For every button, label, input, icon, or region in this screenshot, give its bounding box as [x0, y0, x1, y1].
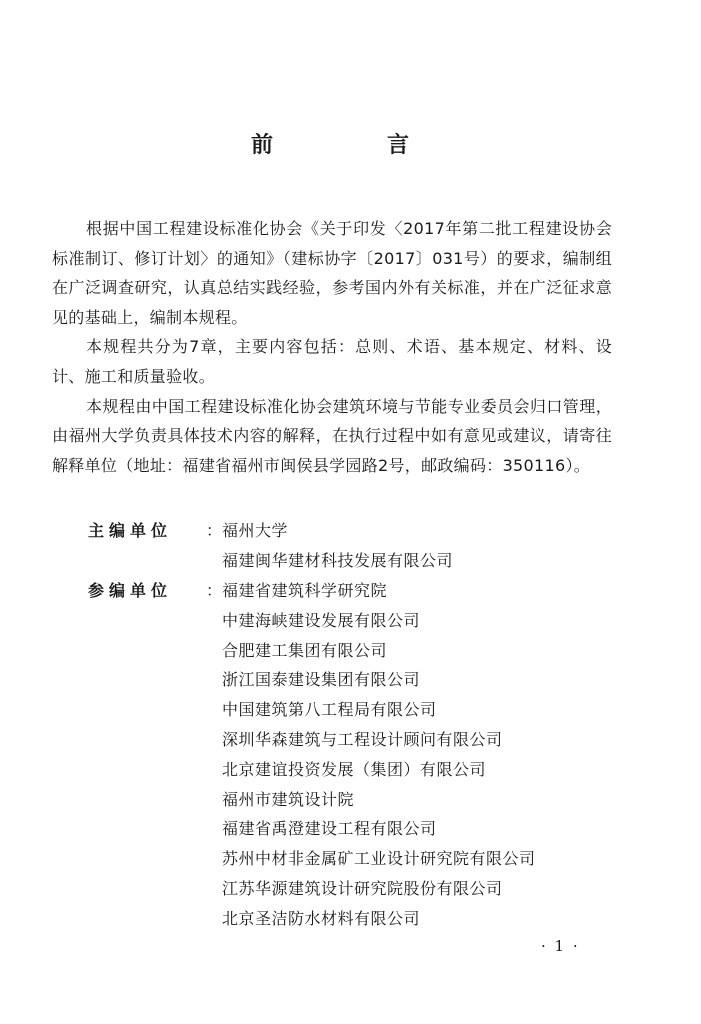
chief-units-colon: ： — [206, 521, 223, 540]
participating-unit-name: 福州市建筑设计院 — [222, 789, 355, 809]
preface-paragraph: 本规程共分为7章，主要内容包括：总则、术语、基本规定、材料、设计、施工和质量验收。 — [52, 337, 612, 386]
participating-units-section — [88, 576, 608, 934]
preface-paragraph: 根据中国工程建设标准化协会《关于印发〈2017年第二批工程建设协会标准制订、修订计划〉的通知》（建标协字〔2017〕031号）的要求，编制组在广泛调查研究，认真总结实践经验，参考国内外有关标准，并在广泛征求意见的基础上，编制本规程。 — [52, 219, 612, 327]
chief-unit-name: 福州大学 — [222, 521, 289, 540]
page-title: 前 言 — [250, 133, 455, 158]
preface-body — [52, 214, 612, 480]
participating-unit-name: 福建省禹澄建设工程有限公司 — [222, 819, 437, 839]
preface-paragraph: 本规程由中国工程建设标准化协会建筑环境与节能专业委员会归口管理，由福州大学负责具体技术内容的解释，在执行过程中如有意见或建议，请寄往解释单位（地址：福建省福州市闽侯县学园路2号，邮政编码：350116）。 — [52, 396, 612, 475]
participating-unit-name: 浙江国泰建设集团有限公司 — [222, 670, 421, 690]
page-number: · 1 · — [541, 937, 580, 955]
participating-unit-name: 北京建谊投资发展（集团）有限公司 — [222, 759, 487, 779]
participating-unit-name: 合肥建工集团有限公司 — [222, 640, 388, 660]
participating-unit-name: 江苏华源建筑设计研究院股份有限公司 — [222, 878, 503, 898]
chief-units-section — [88, 516, 608, 576]
participating-unit-name: 中国建筑第八工程局有限公司 — [222, 700, 437, 720]
participating-units-label: 参编单位 — [88, 581, 173, 600]
chief-units-list — [222, 516, 453, 576]
participating-unit-name: 苏州中材非金属矿工业设计研究院有限公司 — [222, 849, 536, 869]
chief-unit-name: 福建闽华建材科技发展有限公司 — [222, 550, 454, 570]
participating-units-colon: ： — [206, 581, 223, 600]
participating-unit-name: 北京圣洁防水材料有限公司 — [222, 908, 421, 928]
participating-unit-name: 福建省建筑科学研究院 — [222, 581, 388, 600]
participating-unit-name: 深圳华森建筑与工程设计顾问有限公司 — [222, 729, 503, 749]
participating-units-list — [222, 576, 536, 934]
participating-unit-name: 中建海峡建设发展有限公司 — [222, 610, 421, 630]
chief-units-label: 主编单位 — [88, 521, 173, 540]
